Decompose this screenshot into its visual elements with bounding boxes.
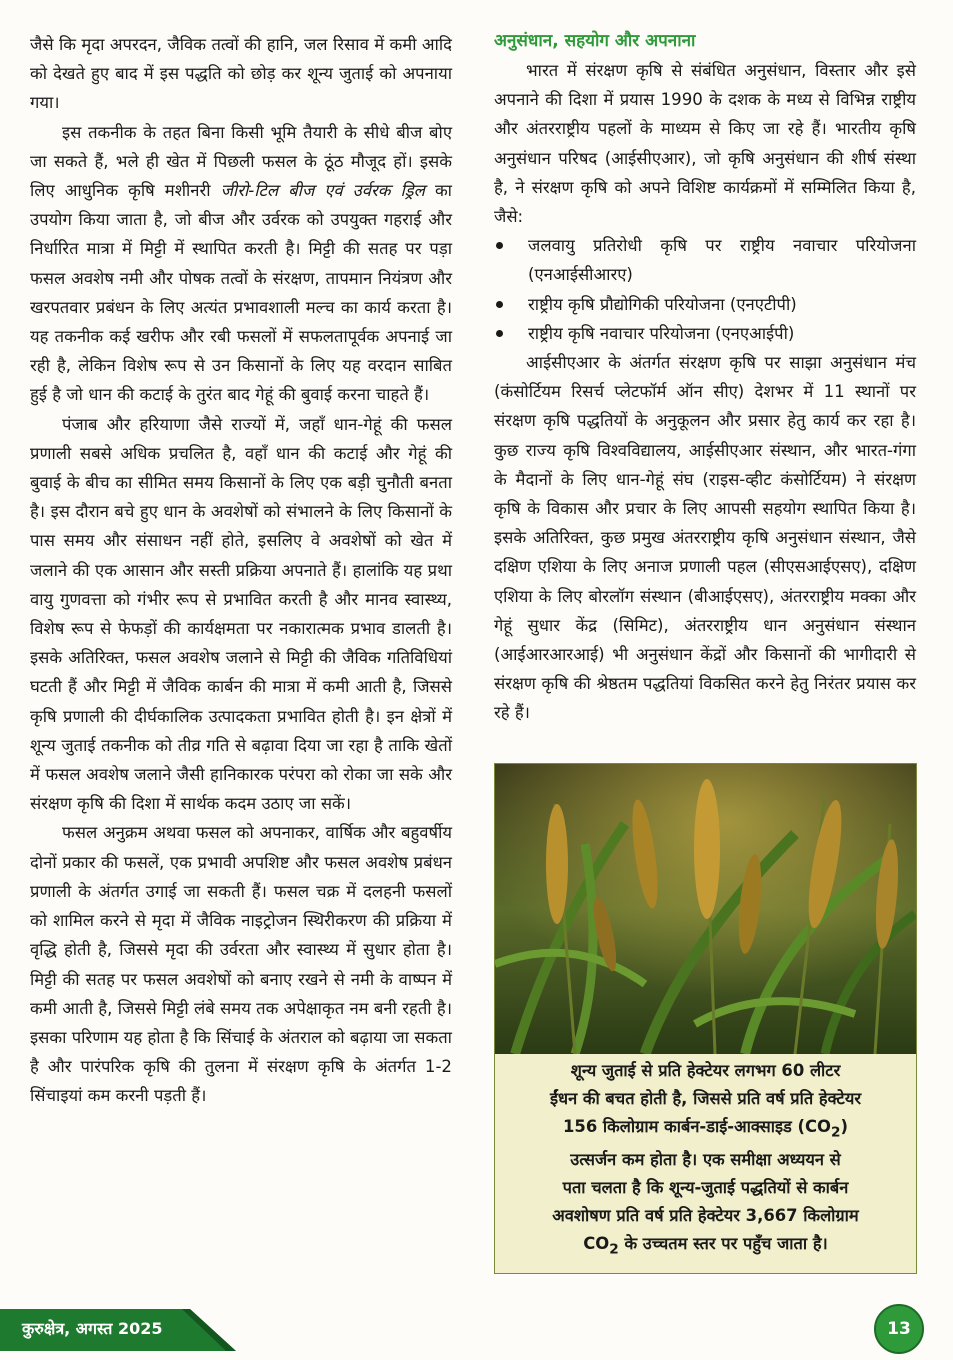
bullet-list xyxy=(494,231,916,348)
paragraph: आईसीएआर के अंतर्गत संरक्षण कृषि पर साझा अनुसंधान मंच (कंसोर्टियम रिसर्च प्लेटफॉर्म ऑन सीए) देशभर में 11 स्थानों पर संरक्षण कृषि पद्धतियों के अनुकूलन और प्रसार हेतु कार्य कर रहा है। कुछ राज्य कृषि विश्वविद्यालय, आईसीएआर संस्थान, और भारत-गंगा के मैदानों के लिए धान-गेहूं संघ (राइस-व्हीट कंसोर्टियम) ने संरक्षण कृषि के विकास और प्रचार के लिए आपसी सहयोग स्थापित किया है। इसके अतिरिक्त, कुछ प्रमुख अंतरराष्ट्रीय कृषि अनुसंधान संस्थान, जैसे दक्षिण एशिया के लिए अनाज प्रणाली पहल (सीएसआईएसए), दक्षिण एशिया के लिए बोरलॉग संस्थान (बीआईएसए), अंतरराष्ट्रीय मक्का और गेहूं सुधार केंद्र (सिमिट), अंतरराष्ट्रीय धान अनुसंधान संस्थान (आईआरआरआई) भी अनुसंधान केंद्रों और किसानों की भागीदारी से संरक्षण कृषि की श्रेष्ठतम पद्धतियां विकसित करने हेतु निरंतर प्रयास कर रहे हैं। xyxy=(494,353,916,723)
page-number: 13 xyxy=(874,1304,924,1354)
caption-line: उत्सर्जन कम होता है। एक समीक्षा अध्ययन से xyxy=(570,1150,841,1170)
caption-text: CO xyxy=(583,1234,610,1254)
list-item xyxy=(494,319,916,348)
caption-line xyxy=(501,1113,910,1146)
photo-callout-box xyxy=(494,763,917,1274)
paragraph xyxy=(30,118,452,410)
caption-line xyxy=(501,1230,910,1263)
list-item-text: राष्ट्रीय कृषि प्रौद्योगिकी परियोजना (एनएटीपी) xyxy=(528,294,797,314)
list-item xyxy=(494,290,916,319)
italic-term: जीरो-टिल बीज एवं उर्वरक ड्रिल xyxy=(220,181,425,201)
caption-line: शून्य जुताई से प्रति हेक्टेयर लगभग 60 लीटर xyxy=(570,1061,841,1080)
millet-crop-photo xyxy=(495,764,916,1054)
list-item-text: जलवायु प्रतिरोधी कृषि पर राष्ट्रीय नवाचार परियोजना (एनआईसीआरए) xyxy=(528,236,916,285)
caption-text: ) xyxy=(840,1117,848,1136)
caption-text: के उच्चतम स्तर पर पहुँच जाता है। xyxy=(618,1234,828,1254)
text-span: इस तकनीक के तहत बिना किसी भूमि तैयारी के सीधे बीज बोए जा सकते हैं, भले ही खेत में पिछली फसल के ठूंठ मौजूद हों। इसके लिए आधुनिक कृषि मशीनरी xyxy=(30,122,452,201)
bullet-icon xyxy=(496,330,503,337)
photo-caption xyxy=(501,1057,910,1264)
bullet-icon xyxy=(496,242,503,249)
list-item xyxy=(494,231,916,289)
list-item-text: राष्ट्रीय कृषि नवाचार परियोजना (एनएआईपी) xyxy=(528,323,795,343)
paragraph: जैसे कि मृदा अपरदन, जैविक तत्वों की हानि, जल रिसाव में कमी आदि को देखते हुए बाद में इस पद्धति को छोड़ कर शून्य जुताई को अपनाया गया। xyxy=(30,35,452,113)
paragraph: भारत में संरक्षण कृषि से संबंधित अनुसंधान, विस्तार और इसे अपनाने की दिशा में प्रयास 1990 के दशक के मध्य से विभिन्न राष्ट्रीय और अंतरराष्ट्रीय पहलों के माध्यम से किए जा रहे हैं। भारतीय कृषि अनुसंधान परिषद (आईसीएआर), जो कृषि अनुसंधान की शीर्ष संस्था है, ने संरक्षण कृषि को अपने विशिष्ट कार्यक्रमों में सम्मिलित किया है, जैसे: xyxy=(494,61,916,227)
subscript: 2 xyxy=(609,1241,619,1258)
right-column xyxy=(494,30,916,728)
caption-line: अवशोषण प्रति वर्ष प्रति हेक्टेयर 3,667 किलोग्राम xyxy=(552,1206,859,1226)
caption-text: 156 किलोग्राम कार्बन-डाई-आक्साइड (CO xyxy=(563,1117,831,1136)
bullet-icon xyxy=(496,301,503,308)
publication-footer: कुरुक्षेत्र, अगस्त 2025 xyxy=(22,1319,163,1338)
paragraph: फसल अनुक्रम अथवा फसल को अपनाकर, वार्षिक और बहुवर्षीय दोनों प्रकार की फसलें, एक प्रभावी अपशिष्ट और फसल अवशेष प्रबंधन प्रणाली के अंतर्गत उगाई जा सकती हैं। फसल चक्र में दलहनी फसलों को शामिल करने से मृदा में जैविक नाइट्रोजन स्थिरीकरण की प्रक्रिया में वृद्धि होती है, जिससे मृदा की उर्वरता और स्वास्थ्य में सुधार होता है। मिट्टी की सतह पर फसल अवशेषों को बनाए रखने से नमी के वाष्पन में कमी आती है, जिससे मिट्टी लंबे समय तक अपेक्षाकृत नम बनी रहती है। इसका परिणाम यह होता है कि सिंचाई के अंतराल को बढ़ाया जा सकता है और पारंपरिक कृषि की तुलना में संरक्षण कृषि के अंतर्गत 1-2 सिंचाइयां कम करनी पड़ती हैं। xyxy=(30,823,452,1106)
section-heading: अनुसंधान, सहयोग और अपनाना xyxy=(494,31,696,51)
text-span: का उपयोग किया जाता है, जो बीज और उर्वरक को उपयुक्त गहराई और निर्धारित मात्रा में मिट्टी में स्थापित करती है। मिट्टी की सतह पर पड़ा फसल अवशेष नमी और पोषक तत्वों के संरक्षण, तापमान नियंत्रण और खरपतवार प्रबंधन के लिए अत्यंत प्रभावशाली मल्च का कार्य करता है। यह तकनीक कई खरीफ और रबी फसलों में सफलतापूर्वक अपनाई जा रही है, लेकिन विशेष रूप से उन किसानों के लिए यह वरदान साबित हुई है जो धान की कटाई के तुरंत बाद गेहूं की बुवाई करना चाहते हैं। xyxy=(30,181,452,405)
left-column xyxy=(30,30,452,1111)
caption-line: पता चलता है कि शून्य-जुताई पद्धतियों से कार्बन xyxy=(562,1178,849,1198)
caption-line: ईंधन की बचत होती है, जिससे प्रति वर्ष प्रति हेक्टेयर xyxy=(549,1089,862,1108)
paragraph: पंजाब और हरियाणा जैसे राज्यों में, जहाँ धान-गेहूं की फसल प्रणाली सबसे अधिक प्रचलित है, वहाँ धान की कटाई और गेहूं की बुवाई के बीच का सीमित समय किसानों के लिए एक बड़ी चुनौती बनता है। इस दौरान बचे हुए धान के अवशेषों को संभालने के लिए किसानों के पास समय और संसाधन नहीं होते, इसलिए वे अवशेषों को खेत में जलाने की एक आसान और सस्ती प्रक्रिया अपनाते हैं। हालांकि यह प्रथा वायु गुणवत्ता को गंभीर रूप से प्रभावित करती है और मानव स्वास्थ्य, विशेष रूप से फेफड़ों की कार्यक्षमता पर नकारात्मक प्रभाव डालती है। इसके अतिरिक्त, फसल अवशेष जलाने से मिट्टी की जैविक गतिविधियां घटती हैं और मिट्टी में जैविक कार्बन की मात्रा में कमी आती है, जिससे कृषि प्रणाली की दीर्घकालिक उत्पादकता प्रभावित होती है। इन क्षेत्रों में शून्य जुताई तकनीक को तीव्र गति से बढ़ावा दिया जा रहा है ताकि खेतों में फसल अवशेष जलाने जैसी हानिकारक परंपरा को रोका जा सके और संरक्षण कृषि की दिशा में सार्थक कदम उठाए जा सकें। xyxy=(30,414,452,814)
subscript: 2 xyxy=(830,1124,841,1141)
